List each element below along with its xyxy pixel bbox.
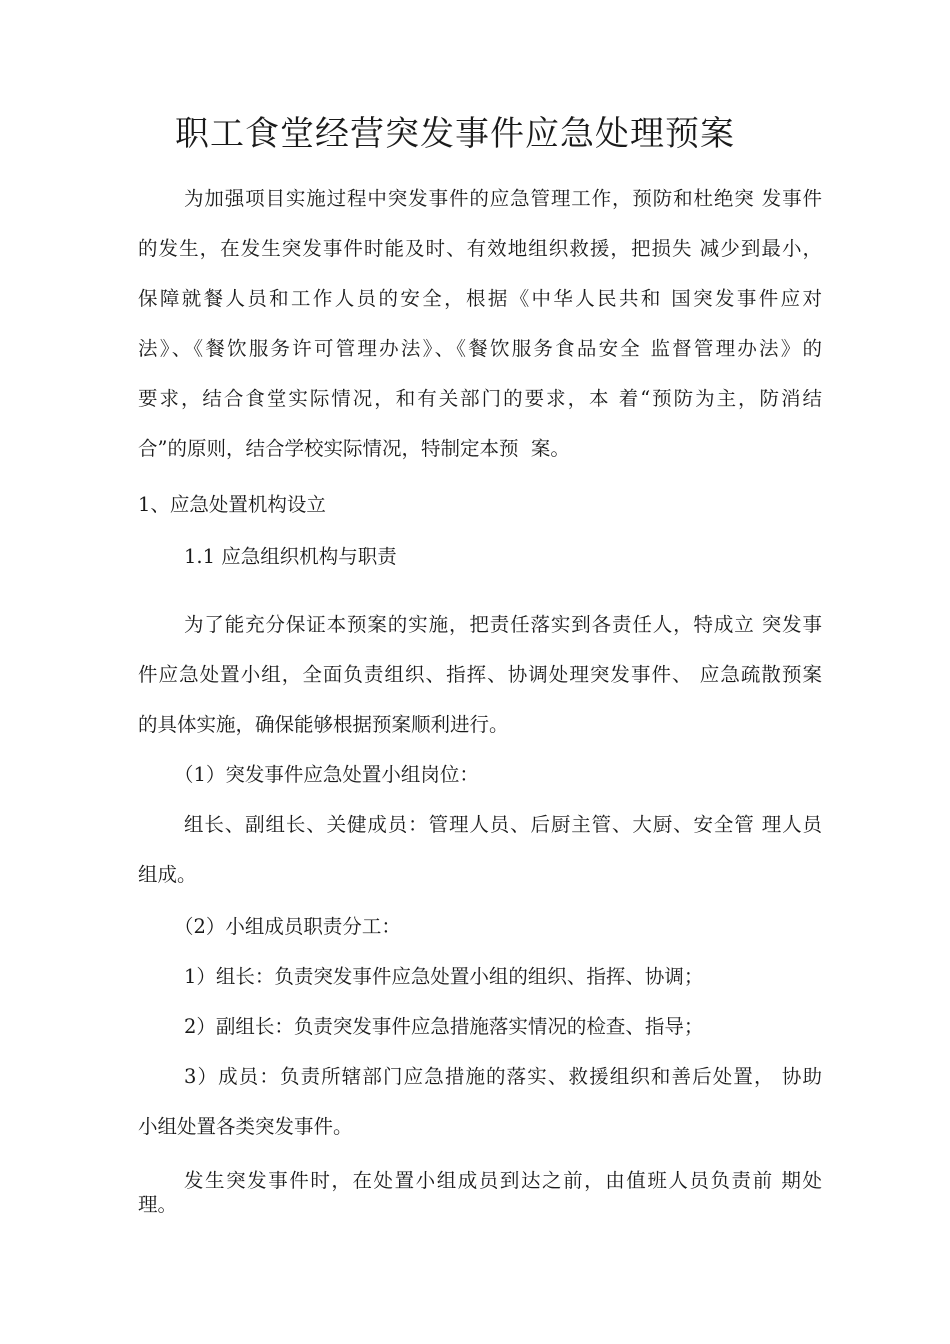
org-line-1: 为了能充分保证本预案的实施，把责任落实到各责任人，特成立 突发事: [184, 613, 822, 636]
roles-line-1: 组长、副组长、关健成员：管理人员、后厨主管、大厨、安全管 理人员: [184, 813, 822, 836]
item-1-heading: （1）突发事件应急处置小组岗位：: [174, 763, 479, 786]
intro-line-3: 保障就餐人员和工作人员的安全，根据《中华人民共和 国突发事件应对: [138, 287, 822, 310]
section-1-1-heading: 1.1 应急组织机构与职责: [184, 545, 397, 568]
duty-2: 2）副组长：负责突发事件应急措施落实情况的检查、指导；: [184, 1015, 704, 1038]
roles-line-2: 组成。: [138, 863, 197, 886]
item-2-heading: （2）小组成员职责分工：: [174, 915, 401, 938]
intro-line-5: 要求，结合食堂实际情况，和有关部门的要求，本 着“预防为主，防消结: [138, 387, 822, 410]
duty-1: 1）组长：负责突发事件应急处置小组的组织、指挥、协调；: [184, 965, 704, 988]
final-line-1: 发生突发事件时，在处置小组成员到达之前，由值班人员负责前 期处: [184, 1169, 822, 1192]
intro-line-2: 的发生，在发生突发事件时能及时、有效地组织救援，把损失 减少到最小，: [138, 237, 822, 260]
intro-line-4: 法》、《餐饮服务许可管理办法》、《餐饮服务食品安全 监督管理办法》的: [138, 337, 822, 360]
section-1-heading: 1、应急处置机构设立: [138, 493, 326, 516]
duty-3-line-2: 小组处置各类突发事件。: [138, 1115, 353, 1138]
document-title: 职工食堂经营突发事件应急处理预案: [175, 114, 735, 154]
intro-line-1: 为加强项目实施过程中突发事件的应急管理工作，预防和杜绝突 发事件: [184, 187, 822, 210]
org-line-2: 件应急处置小组，全面负责组织、指挥、协调处理突发事件、 应急疏散预案: [138, 663, 822, 686]
duty-3-line-1: 3）成员：负责所辖部门应急措施的落实、救援组织和善后处置， 协助: [184, 1065, 822, 1088]
org-line-3: 的具体实施，确保能够根据预案顺利进行。: [138, 713, 509, 736]
final-line-2: 理。: [138, 1193, 178, 1216]
intro-line-6: 合”的原则，结合学校实际情况，特制定本预 案。: [138, 437, 570, 460]
